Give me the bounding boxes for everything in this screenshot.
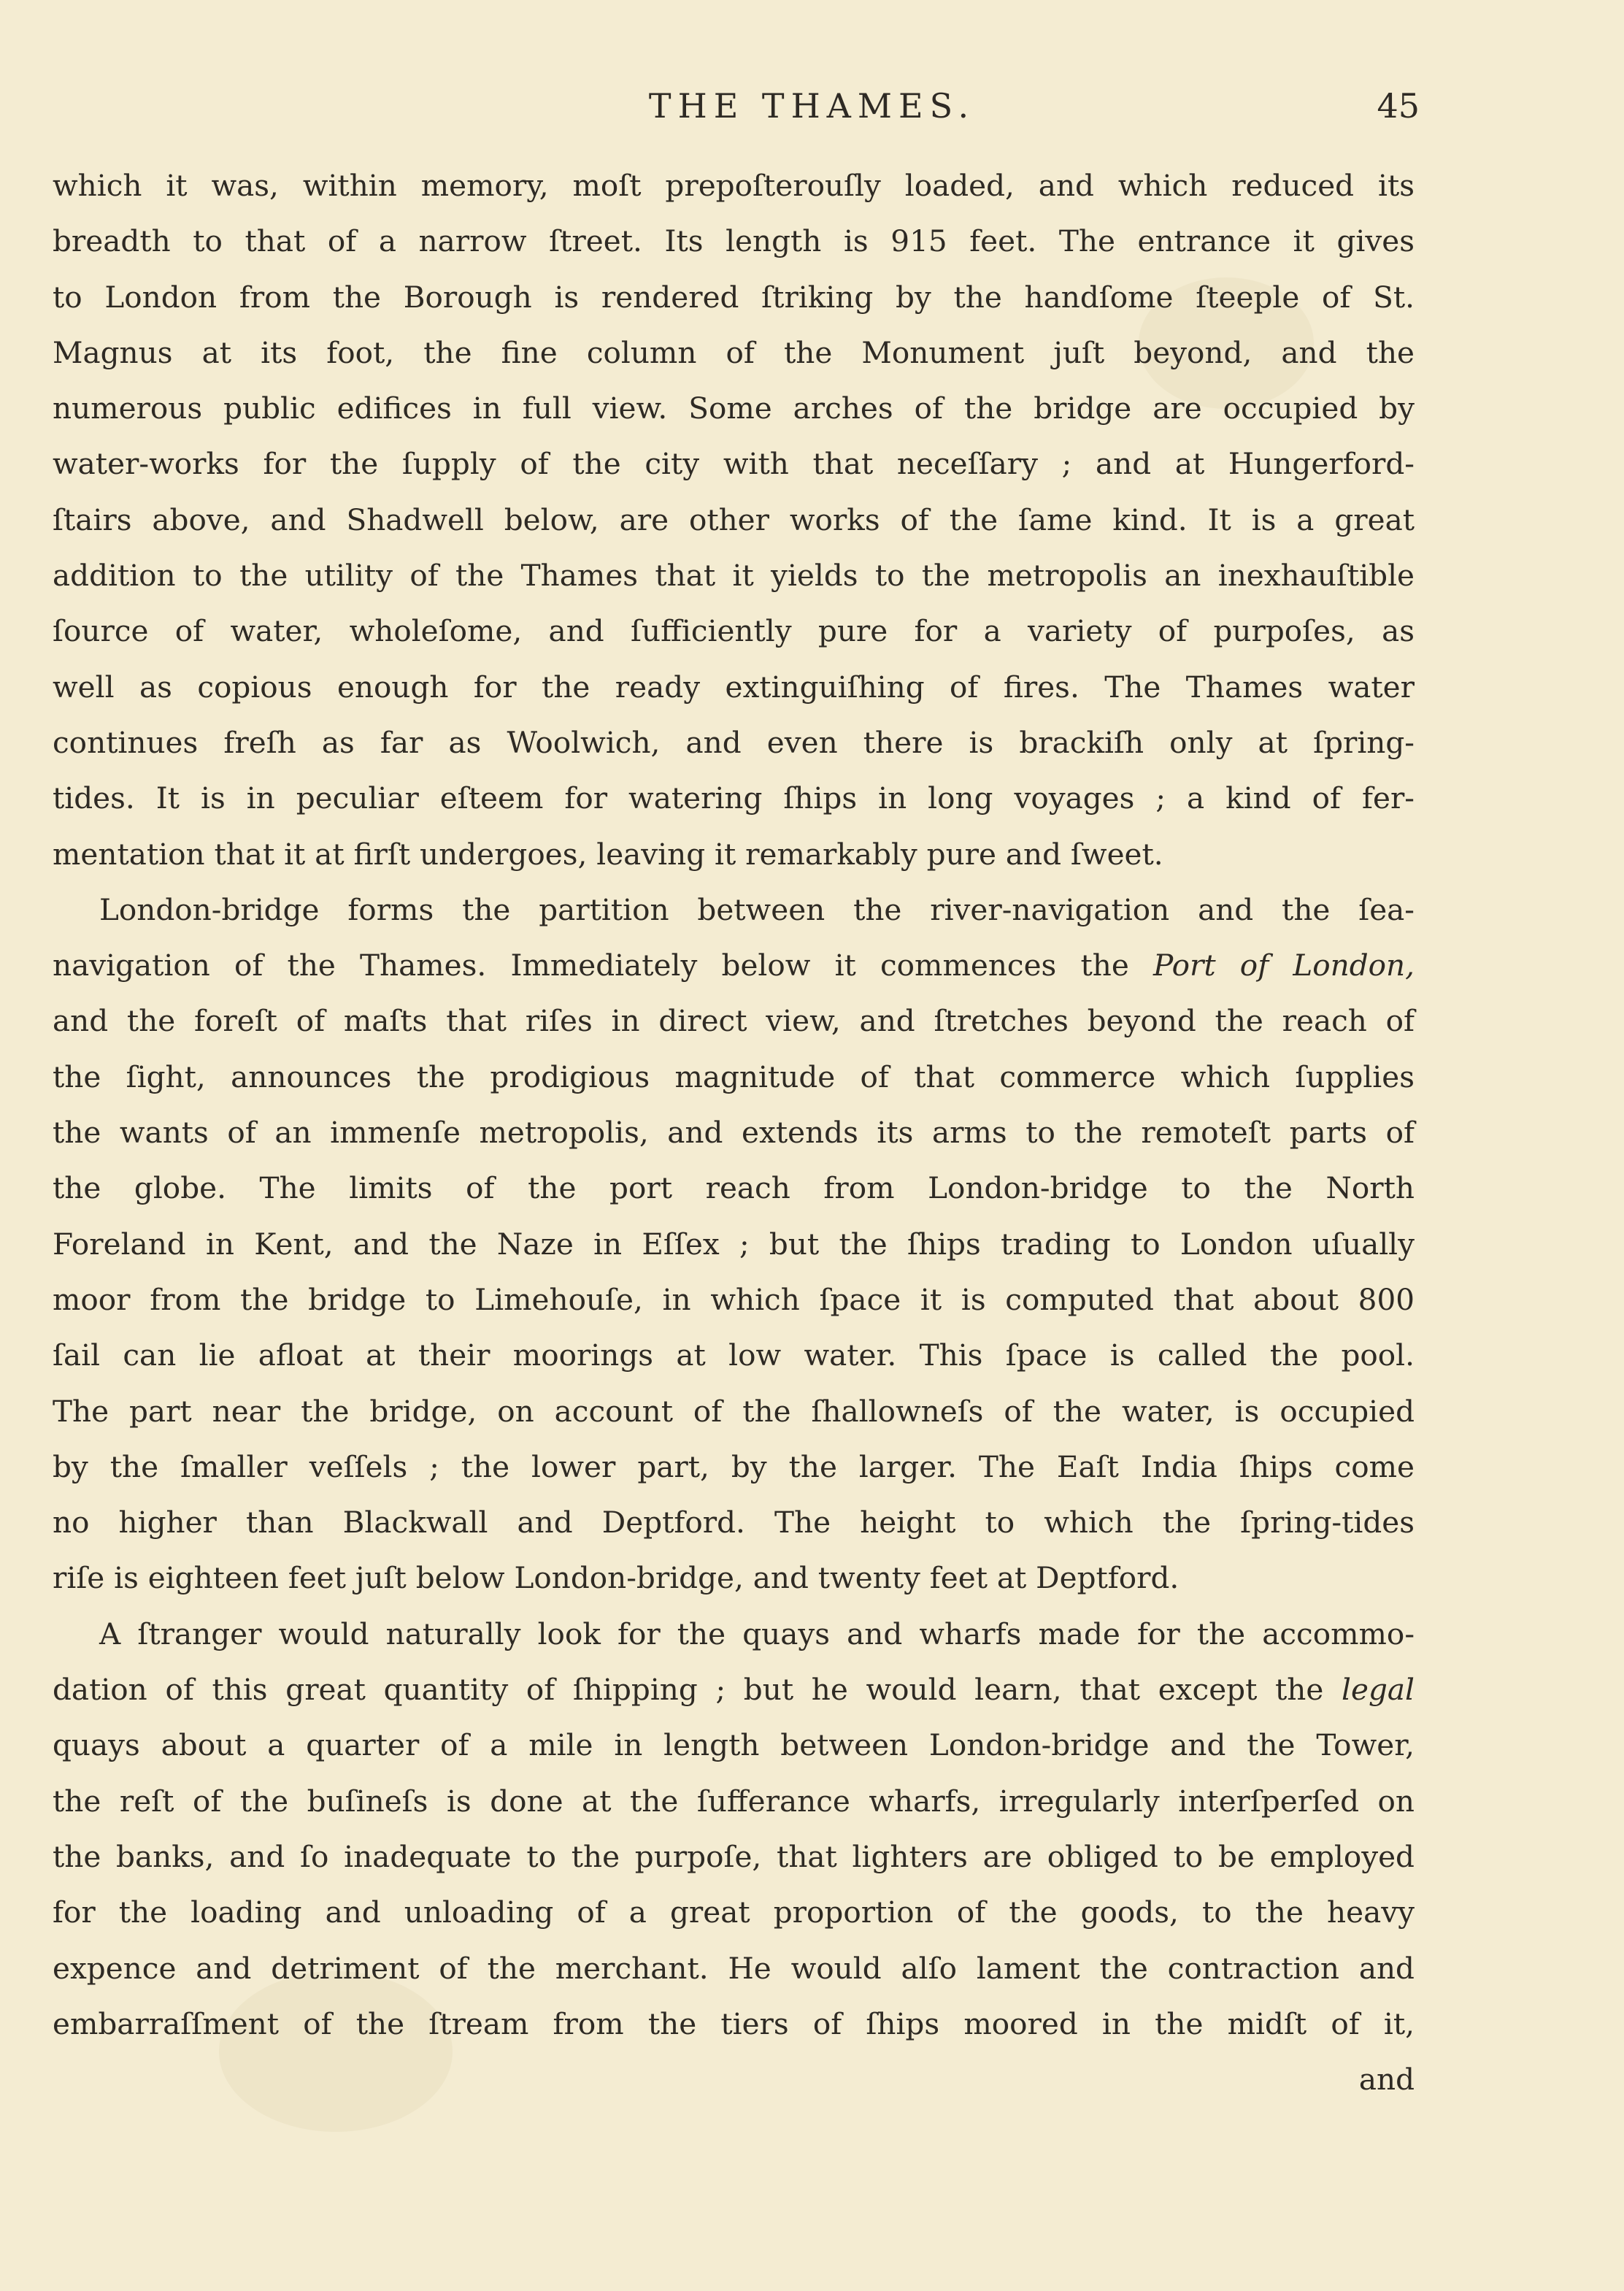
text-line: by the ſmaller veſſels ; the lower part, by the larger. The Eaſt India ſhips come — [53, 1448, 1415, 1484]
text-line: embarraſſment of the ſtream from the tiers of ſhips moored in the midſt of it, — [53, 2006, 1415, 2041]
text-line: for the loading and unloading of a great proportion of the goods, to the heavy — [53, 1895, 1415, 1930]
body-text — [53, 158, 1415, 2107]
text-line: ſource of water, wholeſome, and ſufficiently pure for a variety of purpoſes, as — [53, 613, 1415, 649]
text-line: ſtairs above, and Shadwell below, are other works of the ſame kind. It is a great — [53, 502, 1415, 537]
text-run: navigation of the Thames. Immediately below it commences the — [53, 948, 1154, 983]
catchword: and — [1358, 2062, 1415, 2098]
page-number: 45 — [1377, 86, 1420, 126]
text-line — [53, 937, 1415, 993]
italic-term-legal: legal — [1342, 1672, 1415, 1708]
running-title: THE THAMES. — [648, 86, 976, 126]
text-line: quays about a quarter of a mile in length between London-bridge and the Tower, — [53, 1727, 1415, 1763]
italic-term-port-of-london: Port of London, — [1153, 948, 1415, 983]
text-line: ſail can lie afloat at their moorings at low water. This ſpace is called the pool. — [53, 1338, 1415, 1373]
text-line: the wants of an immenſe metropolis, and extends its arms to the remoteſt parts of — [53, 1115, 1415, 1151]
text-line: to London from the Borough is rendered ſtriking by the handſome ſteeple of St. — [53, 279, 1415, 315]
text-line: tides. It is in peculiar eſteem for watering ſhips in long voyages ; a kind of fer- — [53, 780, 1415, 816]
text-line: breadth to that of a narrow ſtreet. Its length is 915 feet. The entrance it gives — [53, 223, 1415, 259]
text-line: riſe is eighteen feet juſt below London-bridge, and twenty feet at Deptford. — [53, 1560, 1179, 1596]
text-line: addition to the utility of the Thames that it yields to the metropolis an inexhauſtible — [53, 558, 1415, 594]
text-line: the ſight, announces the prodigious magnitude of that commerce which ſupplies — [53, 1059, 1415, 1094]
text-line: the globe. The limits of the port reach from London-bridge to the North — [53, 1170, 1415, 1206]
text-line: Foreland in Kent, and the Naze in Eſſex ; but the ſhips trading to London uſually — [53, 1226, 1415, 1262]
text-run: dation of this great quantity of ſhipping ; but he would learn, that except the — [53, 1672, 1342, 1708]
text-line: which it was, within memory, moſt prepoſterouſly loaded, and which reduced its — [53, 168, 1415, 203]
text-line: The part near the bridge, on account of the ſhallowneſs of the water, is occupied — [53, 1393, 1415, 1429]
text-line: and the foreſt of maſts that riſes in direct view, and ſtretches beyond the reach of — [53, 1003, 1415, 1039]
text-line: numerous public edifices in full view. Some arches of the bridge are occupied by — [53, 391, 1415, 426]
text-line: moor from the bridge to Limehouſe, in which ſpace it is computed that about 800 — [53, 1281, 1415, 1317]
text-line: the banks, and ſo inadequate to the purpoſe, that lighters are obliged to be employed — [53, 1838, 1415, 1874]
text-line: no higher than Blackwall and Deptford. The height to which the ſpring-tides — [53, 1505, 1415, 1540]
text-line: Magnus at its foot, the fine column of the Monument juſt beyond, and the — [53, 334, 1415, 370]
paragraph-start-line: A ſtranger would naturally look for the quays and wharfs made for the accommo- — [99, 1616, 1415, 1651]
text-line: well as copious enough for the ready extinguiſhing of fires. The Thames water — [53, 669, 1415, 705]
paragraph-start-line: London-bridge forms the partition between the river-navigation and the ſea- — [99, 891, 1415, 927]
text-line: the reſt of the buſineſs is done at the ſufferance wharfs, irregularly interſperſed on — [53, 1783, 1415, 1819]
text-line — [53, 1662, 1415, 1717]
text-line: continues freſh as far as Woolwich, and even there is brackiſh only at ſpring- — [53, 724, 1415, 760]
text-line: expence and detriment of the merchant. He would alſo lament the contraction and — [53, 1950, 1415, 1986]
text-line: mentation that it at firſt undergoes, leaving it remarkably pure and ſweet. — [53, 836, 1163, 872]
text-line: water-works for the ſupply of the city with that neceſſary ; and at Hungerford- — [53, 446, 1415, 482]
